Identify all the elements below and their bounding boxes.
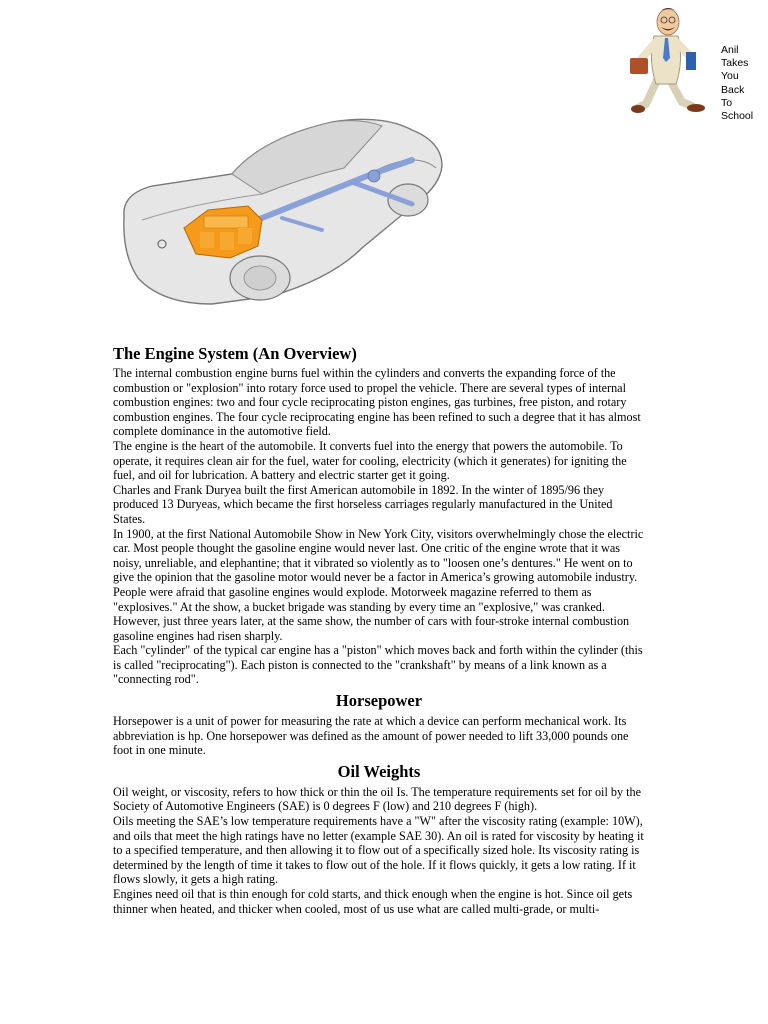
mascot-caption-line: To [721, 96, 733, 109]
oil-weights-paragraph: Oils meeting the SAE’s low temperature requirements have a "W" after the viscosity rating (example: 10W), and oils that meet the high ratings have no letter (example SAE 30). An oil is rated for viscosity by heating it to a specified temperature, and then allowing it to flow out of a specifically sized hole. Its viscosity rating is determined by the length of time it takes to flow out of the hole. If it flows quickly, it gets a low rating. If it flows slowly, it gets a high rating. [113, 814, 644, 887]
article [113, 344, 645, 916]
intro-paragraph: Charles and Frank Duryea built the first American automobile in 1892. In the winter of 1895/96 they produced 13 Duryeas, which became the first horseless carriages regularly manufactured in the United States. [113, 482, 613, 526]
mascot-caption-line: Back [721, 83, 745, 96]
mascot-caption [721, 44, 765, 123]
mascot-caption-line: You [721, 70, 739, 83]
intro-paragraph: The engine is the heart of the automobile. It converts fuel into the energy that powers the automobile. To operate, it requires clean air for the fuel, water for cooling, electricity (which it generates) for igniting the fuel, and oil for lubrication. A battery and electric starter get it going. [113, 438, 627, 483]
oil-weights-paragraph: Oil weight, or viscosity, refers to how thick or thin the oil Is. The temperature requirements set for oil by the Society of Automotive Engineers (SAE) is 0 degrees F (low) and 210 degrees F (high). [113, 784, 641, 814]
intro-paragraph: The internal combustion engine burns fuel within the cylinders and converts the expanding force of the combustion or "explosion" into rotary force used to propel the vehicle. There are several types of internal combustion engines: two and four cycle reciprocating piston engines, gas turbines, free piston, and rotary combustion engines. The four cycle reciprocating engine has been refined to such a degree that it has almost complete dominance in the automotive field. [113, 366, 641, 439]
page-title: The Engine System (An Overview) [113, 344, 357, 363]
horsepower-paragraph: Horsepower is a unit of power for measuring the rate at which a device can perform mechanical work. Its abbreviation is hp. One horsepower was defined as the amount of power needed to lift 33,000 pounds one foot in one minute. [113, 714, 629, 758]
mascot-illustration [628, 0, 718, 118]
oil-weights-paragraph: Engines need oil that is thin enough for cold starts, and thick enough when the engine is hot. Since oil gets thinner when heated, and thicker when cooled, most of us use what are called multi-grade, or multi- [113, 887, 633, 916]
mascot-caption-line: Anil [721, 44, 739, 56]
car-engine-cutaway-illustration [112, 108, 448, 318]
section-heading-oil-weights: Oil Weights [337, 761, 421, 781]
mascot-caption-line: School [721, 110, 754, 123]
section-heading-horsepower: Horsepower [335, 691, 423, 711]
mascot-caption-line: Takes [721, 57, 749, 70]
intro-paragraph: Each "cylinder" of the typical car engine has a "piston" which moves back and forth within the cylinder (this is called "reciprocating"). Each piston is connected to the "crankshaft" by means of a link known as a "connecting rod". [113, 643, 643, 687]
intro-paragraph: In 1900, at the first National Automobile Show in New York City, visitors overwhelmingly chose the electric car. Most people thought the gasoline engine would never last. One critic of the engine wrote that it was noisy, unreliable, and elephantine; that it vibrated so violently as to "loosen one’s dentures." He went on to give the opinion that the gasoline motor would never be a factor in America’s growing automobile industry. People were afraid that gasoline engines would explode. Motorweek magazine referred to them as "explosives." At the show, a bucket brigade was standing by every time an "explosive," was cranked. However, just three years later, at the same show, the number of cars with four-stroke internal combustion gasoline engines had risen sharply. [113, 526, 644, 643]
